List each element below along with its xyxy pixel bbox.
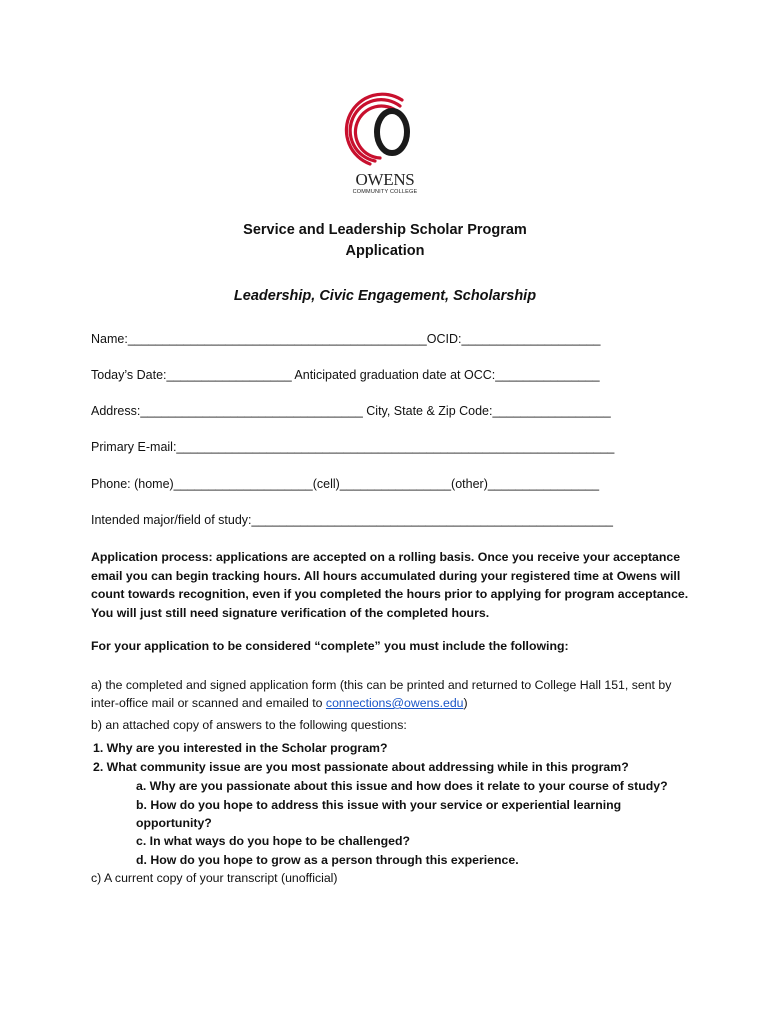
question-2c: c. In what ways do you hope to be challenged? — [136, 834, 410, 848]
page-subtitle: Leadership, Civic Engagement, Scholarship — [233, 288, 537, 304]
phone-field[interactable]: Phone: (home)____________________(cell)________________(other)________________ — [91, 477, 600, 491]
page-title-line2: Application — [345, 243, 425, 259]
application-process-text: Application process: applications are accepted on a rolling basis. Once you receive your acceptance email you can begin tracking hours. All hours accumulated during your registered time at Owens will count towards recognition, even if you completed the hours prior to applying for program acceptance. You will just still need signature verification of the completed hours. — [91, 550, 689, 620]
item-a-text: a) the completed and signed application form (this can be printed and returned to College Hall 151, sent by inter-office mail or scanned and emailed to — [91, 678, 672, 710]
name-ocid-field[interactable]: Name:___________________________________________OCID:____________________ — [91, 332, 601, 346]
question-2a: a. Why are you passionate about this issue and how does it relate to your course of study? — [136, 779, 668, 793]
address-field[interactable]: Address:________________________________ City, State & Zip Code:_________________ — [91, 404, 611, 418]
connections-email-link[interactable]: connections@owens.edu — [325, 696, 464, 710]
question-2b: b. How do you hope to address this issue with your service or experiential learning opportunity? — [136, 798, 622, 830]
requirement-item-c: c) A current copy of your transcript (unofficial) — [91, 871, 338, 885]
question-2d: d. How do you hope to grow as a person through this experience. — [136, 853, 519, 867]
question-2: 2. What community issue are you most passionate about addressing while in this program? — [93, 760, 629, 774]
owens-logo — [340, 92, 430, 202]
logo-subtext: COMMUNITY COLLEGE — [352, 189, 418, 195]
requirements-heading: For your application to be considered “complete” you must include the following: — [91, 639, 569, 653]
page-title: Service and Leadership Scholar Program — [243, 222, 527, 238]
major-field[interactable]: Intended major/field of study:____________________________________________________ — [91, 513, 614, 527]
requirement-item-b: b) an attached copy of answers to the following questions: — [91, 718, 407, 732]
owens-o-ring-icon — [340, 92, 430, 172]
requirement-item-a — [91, 676, 691, 712]
question-1: 1. Why are you interested in the Scholar program? — [93, 741, 388, 755]
date-graduation-field[interactable]: Today’s Date:__________________ Anticipated graduation date at OCC:_______________ — [91, 368, 600, 382]
email-field[interactable]: Primary E-mail:_______________________________________________________________ — [91, 440, 615, 454]
item-a-close: ) — [463, 696, 468, 710]
logo-wordmark: OWENS — [355, 170, 415, 189]
